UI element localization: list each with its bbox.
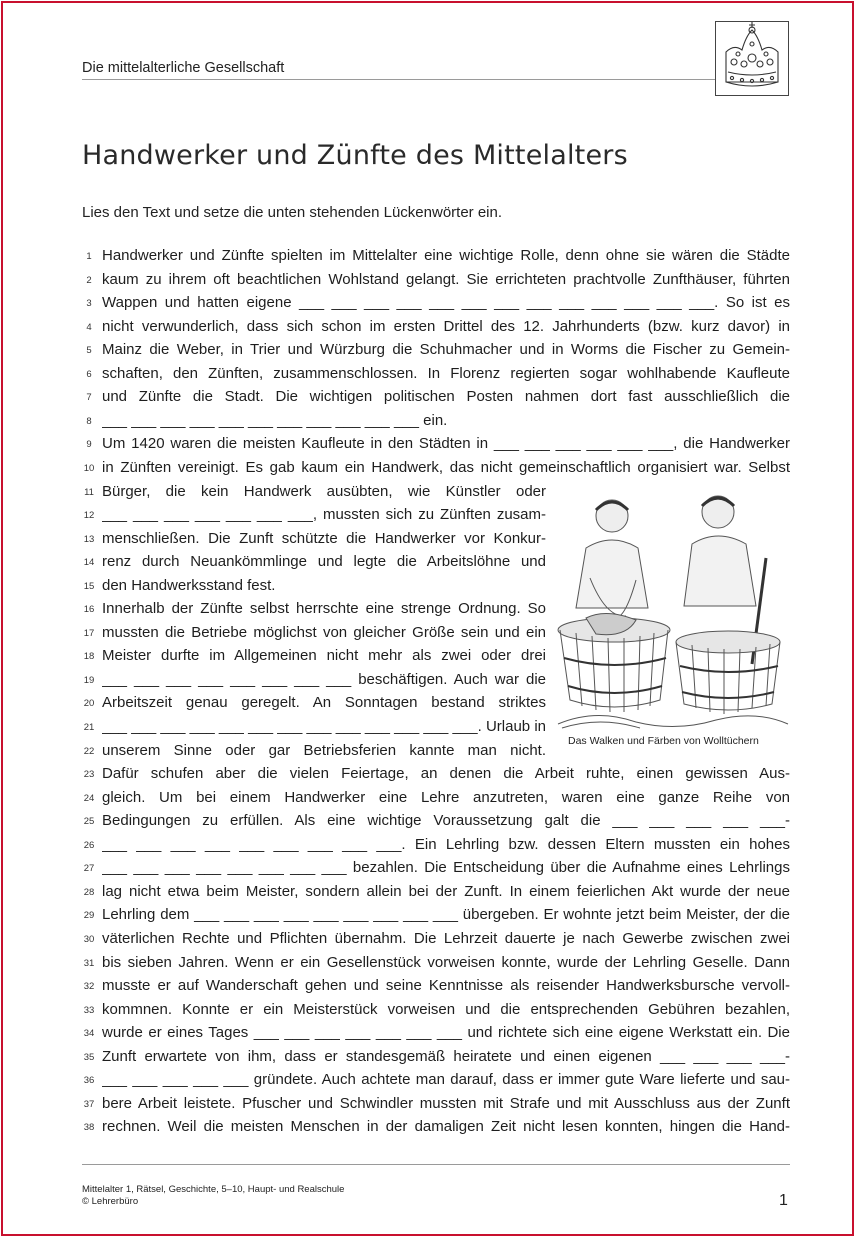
line-text: Arbeitszeit genau geregelt. An Sonntagen bestand striktes <box>102 694 546 712</box>
line-number: 5 <box>86 345 92 357</box>
line-text: Innerhalb der Zünfte selbst herrschte eine strenge Ordnung. So <box>102 600 546 618</box>
line-number: 28 <box>83 886 95 898</box>
line-number: 7 <box>86 392 92 404</box>
line-number: 18 <box>83 651 95 663</box>
line-number: 34 <box>83 1028 95 1040</box>
line-text: ___ ___ ___ ___ ___ ___ ___ ___ ___ ___ ___ ___ ___. Urlaub in <box>102 718 546 735</box>
footer-series: Mittelalter 1, Rätsel, Geschichte, 5–10, Haupt- und Realschule <box>82 1184 345 1195</box>
line-text: väterlichen Rechte und Pflichten übernahm. Die Lehrzeit dauerte je nach Gewerbe zwischen zwei <box>102 929 790 947</box>
crown-logo <box>715 21 789 96</box>
line-text: ___ ___ ___ ___ ___ ___ ___ ___ ___. Ein Lehrling bzw. dessen Eltern mussten ein hohes <box>102 835 790 853</box>
line-text: unserem Sinne oder gar Betriebsferien kannte man nicht. <box>102 741 546 759</box>
line-text: wurde er eines Tages ___ ___ ___ ___ ___ ___ ___ und richtete sich eine eigene Werkstatt ein. Die <box>102 1024 790 1042</box>
line-text: gleich. Um bei einem Handwerker eine Lehre anzutreten, waren eine ganze Reihe von <box>102 788 790 806</box>
line-text: nicht verwunderlich, dass sich schon im ersten Drittel des 12. Jahrhunderts (bzw. kurz davor) in <box>102 317 790 335</box>
footer-divider <box>82 1164 790 1165</box>
line-number: 13 <box>83 533 95 545</box>
line-number: 32 <box>83 981 95 993</box>
line-number: 15 <box>83 580 95 592</box>
line-text: Handwerker und Zünfte spielten im Mittelalter eine wichtige Rolle, denn ohne sie wären die Städte <box>102 247 790 264</box>
line-number: 6 <box>86 368 92 380</box>
line-text: ___ ___ ___ ___ ___ ___ ___, mussten sich zu Zünften zusam- <box>102 506 546 524</box>
line-text: Wappen und hatten eigene ___ ___ ___ ___ ___ ___ ___ ___ ___ ___ ___ ___ ___. So ist es <box>102 294 790 312</box>
line-number: 11 <box>84 486 94 498</box>
line-text: Bedingungen zu erfüllen. Als eine wichtige Voraussetzung galt die ___ ___ ___ ___ ___- <box>102 812 790 830</box>
line-text: ___ ___ ___ ___ ___ gründete. Auch achtete man darauf, dass er immer gute Ware lieferte und sau- <box>102 1071 790 1089</box>
line-number: 19 <box>83 674 95 686</box>
line-number: 9 <box>86 439 92 451</box>
line-text: bis sieben Jahren. Wenn er ein Gesellenstück vorweisen konnte, wurde der Lehrling Geselle. Dann <box>102 953 790 971</box>
line-text: bere Arbeit leistete. Pfuscher und Schwindler mussten mit Strafe und mit Ausschluss aus der Zunft <box>102 1094 790 1112</box>
line-number: 1 <box>86 251 92 262</box>
line-text: renz durch Neuankömmlinge und legte die Arbeitslöhne und <box>102 553 546 571</box>
line-number: 3 <box>86 298 92 310</box>
line-number: 22 <box>83 745 95 757</box>
line-number: 16 <box>83 604 95 616</box>
footer-copyright: © Lehrerbüro <box>82 1196 139 1207</box>
line-text: schaften, den Zünften, zusammenschlossen. In Florenz regierten sogar wohlhabende Kaufleute <box>102 364 790 382</box>
line-number: 25 <box>83 816 95 828</box>
line-number: 4 <box>86 321 92 333</box>
line-text: in Zünften vereinigt. Es gab kaum ein Handwerk, das nicht gemeinschaftlich organisiert war. Selbst <box>102 458 790 476</box>
line-text: lag nicht etwa beim Meister, sondern allein bei der Zunft. In einem feierlichen Akt wurde der neue <box>102 882 790 900</box>
line-number: 23 <box>83 769 95 781</box>
line-text: den Handwerksstand fest. <box>102 576 276 594</box>
line-number: 35 <box>83 1051 95 1063</box>
section-header: Die mittelalterliche Gesellschaft <box>82 60 285 76</box>
line-text: Um 1420 waren die meisten Kaufleute in den Städten in ___ ___ ___ ___ ___ ___, die Handwerker <box>102 435 790 453</box>
line-number: 17 <box>83 627 95 639</box>
line-number: 8 <box>86 415 92 427</box>
line-number: 30 <box>83 933 95 945</box>
line-text: kaum zu ihrem oft beachtlichen Wohlstand gelangt. Sie errichteten prachtvolle Zunfthäuser, führten <box>102 270 790 288</box>
line-text: ___ ___ ___ ___ ___ ___ ___ ___ bezahlen. Die Entscheidung über die Aufnahme eines Lehrlings <box>102 859 790 877</box>
line-text: ___ ___ ___ ___ ___ ___ ___ ___ beschäftigen. Auch war die <box>102 670 546 688</box>
instruction-text: Lies den Text und setze die unten stehenden Lückenwörter ein. <box>82 204 503 221</box>
line-text: Mainz die Weber, in Trier und Würzburg die Schuhmacher und in Worms die Fischer zu Gemein- <box>102 341 790 359</box>
line-text: Dafür schufen aber die vielen Feiertage, an denen die Arbeit ruhte, einen gewissen Aus- <box>102 765 790 783</box>
line-text: Bürger, die kein Handwerk ausübten, wie Künstler oder <box>102 482 546 500</box>
line-number: 36 <box>83 1075 95 1087</box>
line-number: 2 <box>86 274 92 286</box>
line-number: 14 <box>83 557 95 569</box>
line-text: musste er auf Wanderschaft gehen und seine Kenntnisse als reisender Handwerksbursche vervoll- <box>102 977 790 995</box>
line-number: 37 <box>83 1098 95 1110</box>
line-number: 20 <box>83 698 95 710</box>
line-number: 38 <box>83 1122 95 1134</box>
line-number: 12 <box>83 510 95 522</box>
line-number: 27 <box>83 863 95 875</box>
line-text: rechnen. Weil die meisten Menschen in der damaligen Zeit nicht lesen konnten, hingen die Hand- <box>102 1118 790 1136</box>
line-number: 33 <box>83 1004 95 1016</box>
page-number: 1 <box>779 1192 788 1209</box>
line-number: 24 <box>83 792 95 804</box>
line-text: Meister durfte im Allgemeinen nicht mehr als zwei oder drei <box>102 647 546 665</box>
line-text: mussten die Betriebe möglichst von gleicher Größe sein und ein <box>102 623 546 641</box>
header-divider <box>82 79 717 80</box>
line-text: und Zünfte die Stadt. Die wichtigen politischen Posten nahmen dort fast ausschließlich die <box>102 388 790 406</box>
illustration-craftsmen <box>556 488 790 732</box>
line-number: 29 <box>83 910 95 922</box>
crown-icon <box>716 22 788 95</box>
illustration-caption: Das Walken und Färben von Wolltüchern <box>568 735 759 747</box>
line-number: 26 <box>83 839 95 851</box>
line-text: Zunft erwartete von ihm, dass er standesgemäß heiratete und einen eigenen ___ ___ ___ ___- <box>102 1047 790 1065</box>
illustration <box>556 488 790 732</box>
line-text: ___ ___ ___ ___ ___ ___ ___ ___ ___ ___ ___ ein. <box>102 411 448 429</box>
line-text: kommnen. Konnte er ein Meisterstück vorweisen und die entsprechenden Gebühren bezahlen, <box>102 1000 790 1018</box>
page-title: Handwerker und Zünfte des Mittelalters <box>82 140 628 171</box>
line-number: 31 <box>83 957 95 969</box>
line-text: menschließen. Die Zunft schützte die Handwerker vor Konkur- <box>102 529 546 547</box>
line-number: 10 <box>83 462 95 474</box>
line-text: Lehrling dem ___ ___ ___ ___ ___ ___ ___ ___ ___ übergeben. Er wohnte jetzt beim Meister, der die <box>102 906 790 924</box>
line-number: 21 <box>83 722 95 733</box>
